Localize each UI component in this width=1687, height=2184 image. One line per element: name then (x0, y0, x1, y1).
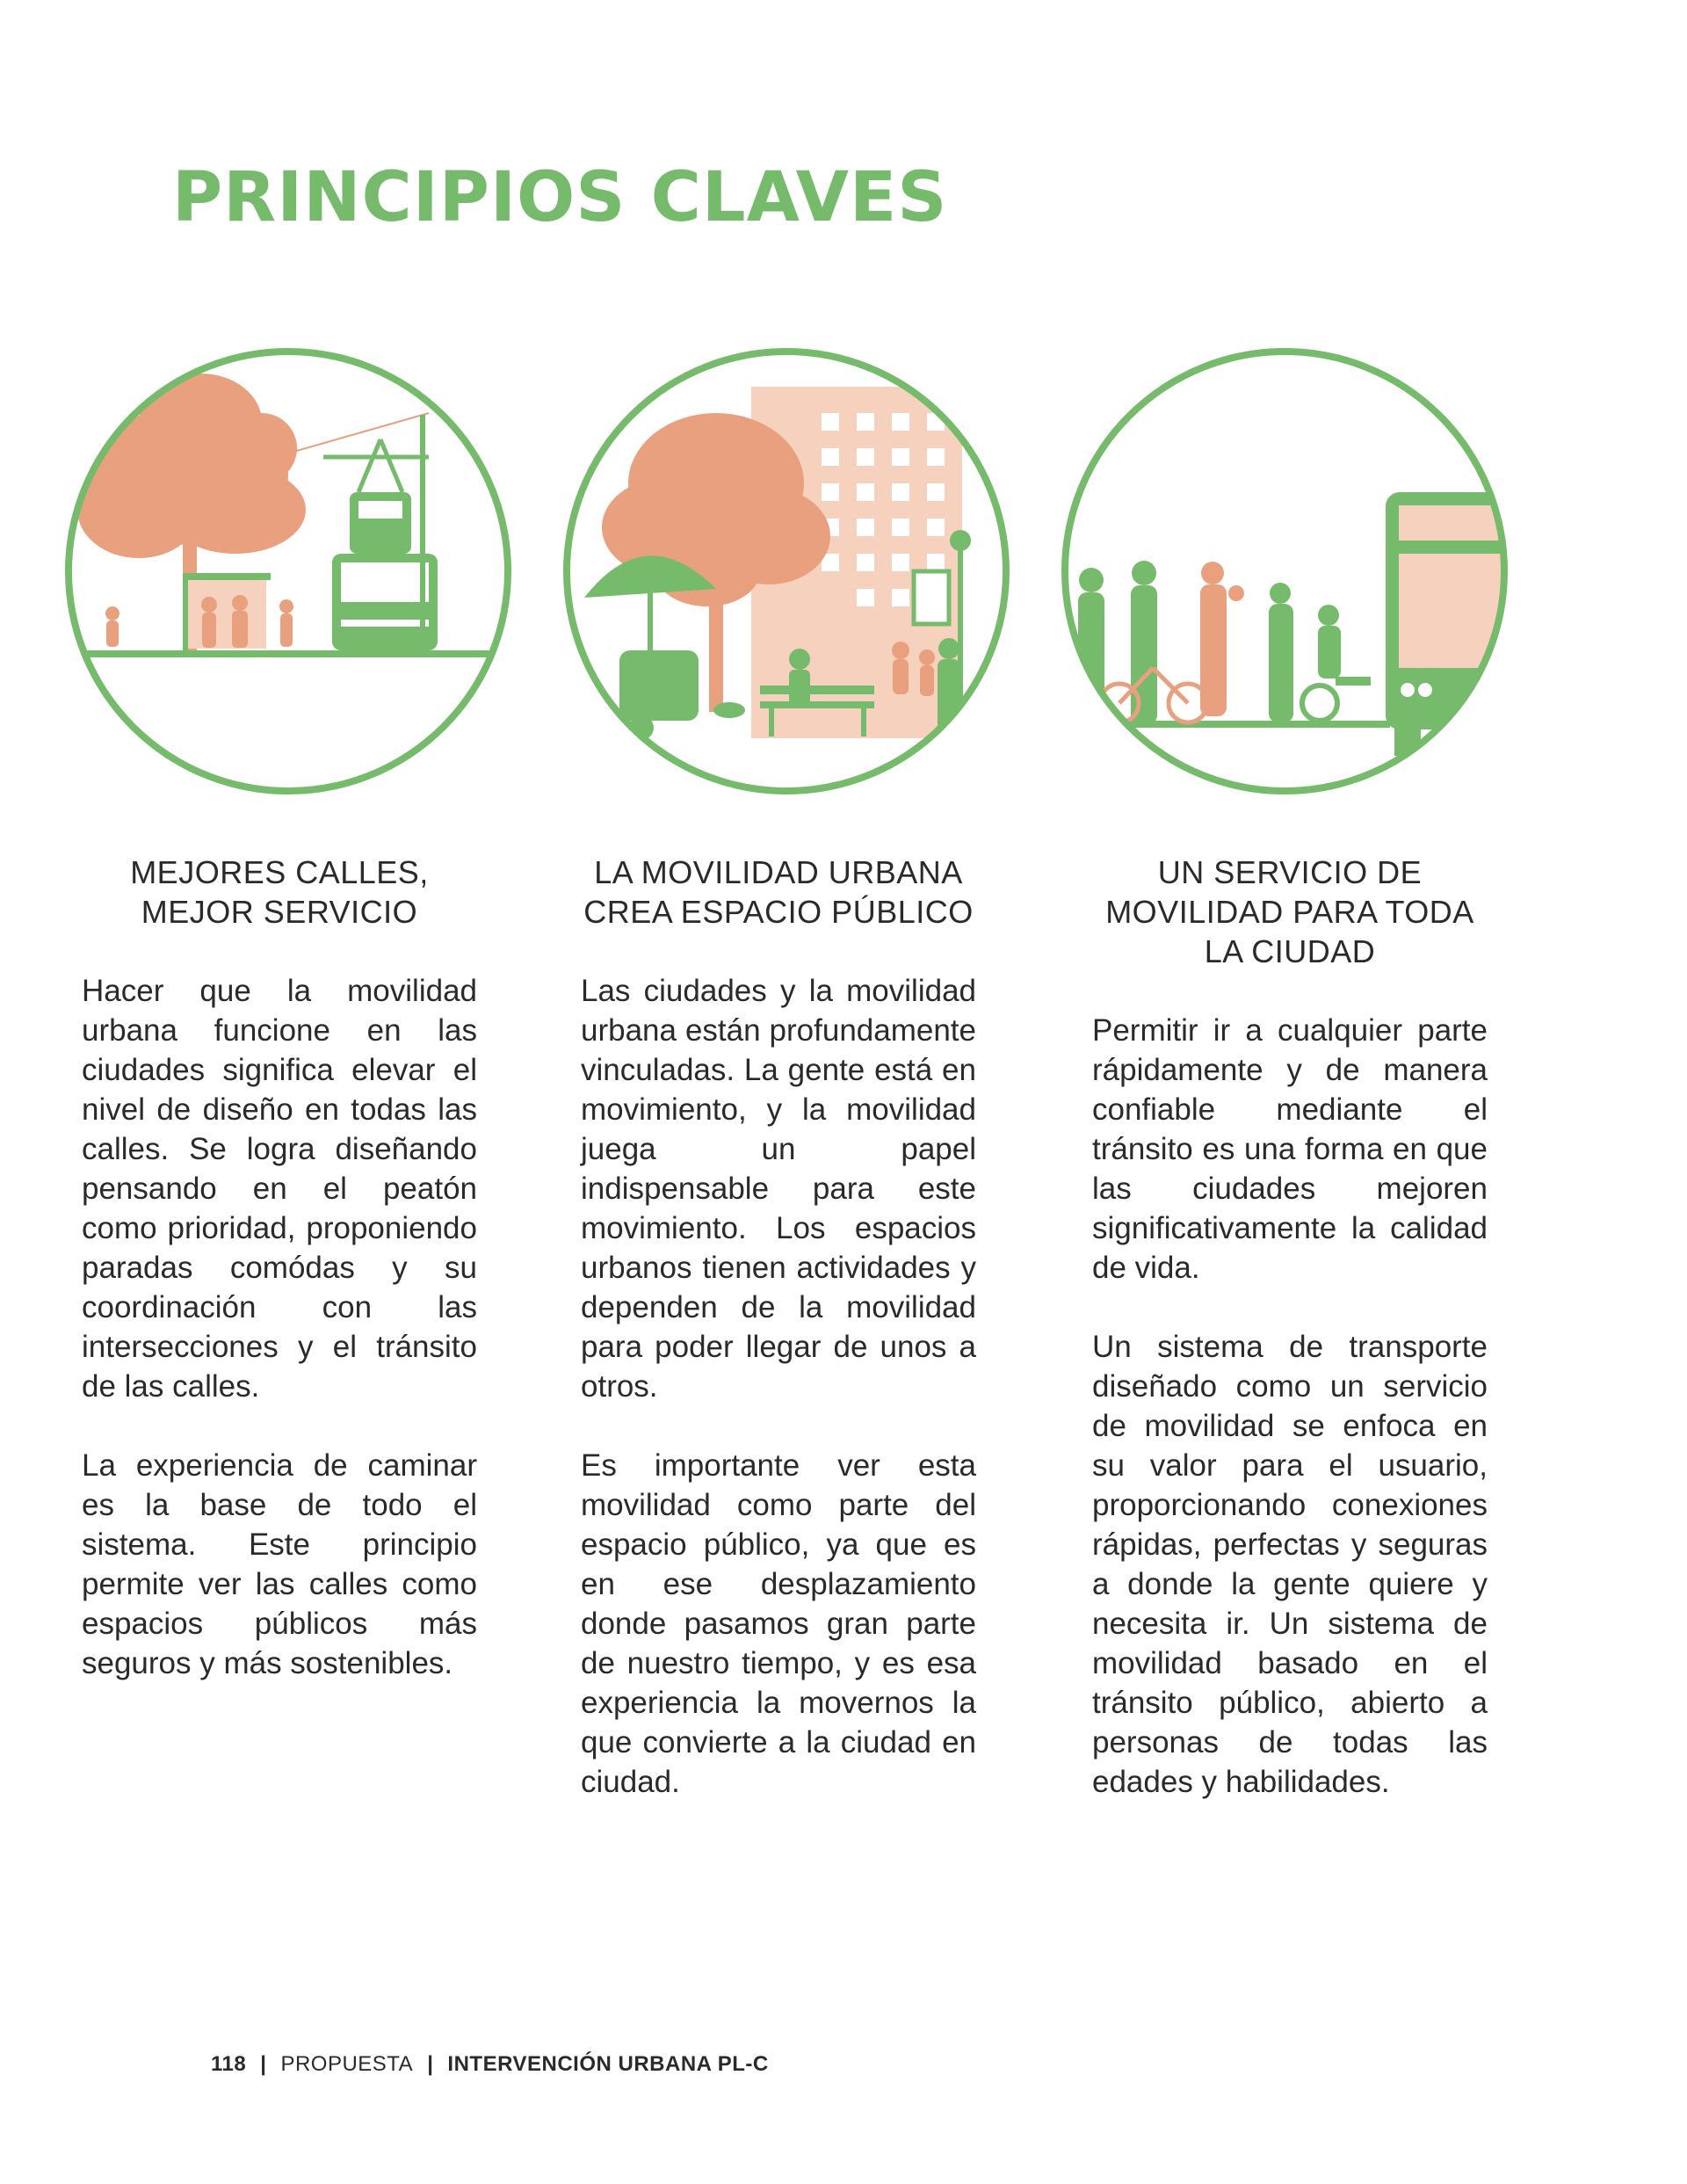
principle-paragraph: Es importante ver esta movilidad como parte del espacio público, ya que es en ese desplazamiento donde pasamos gran parte de nuestro tiempo, y es esa experiencia la movernos la que convierte a la ciudad en ciudad. (581, 1448, 976, 1799)
principle-paragraph: Un sistema de transporte diseñado como un servicio de movilidad se enfoca en su valor para el usuario, proporcionando conexiones rápidas, perfectas y seguras a donde la gente quiere y necesita ir. Un sistema de movilidad basado en el tránsito público, abierto a personas de todas las edades y habilidades. (1092, 1330, 1488, 1799)
page-footer (211, 2052, 769, 2077)
principle-column-2 (581, 853, 976, 1802)
principle-paragraph: Hacer que la movilidad urbana funcione en las ciudades significa elevar el nivel de diseño en todas las calles. Se logra diseñando pensando en el peatón como prioridad, proponiendo paradas comódas y su coordinación con las intersecciones y el tránsito de las calles. (82, 974, 477, 1404)
footer-separator: | (427, 2052, 434, 2076)
page-title: PRINCIPIOS CLAVES (172, 158, 948, 237)
principle-column-3 (1092, 853, 1488, 1802)
people-bus-illustration (1056, 343, 1513, 800)
footer-separator: | (260, 2052, 267, 2076)
page-number: 118 (211, 2052, 247, 2076)
principle-heading: MEJORES CALLES, MEJOR SERVICIO (130, 854, 429, 930)
public-space-illustration (558, 343, 1015, 800)
street-tram-illustration (60, 343, 517, 800)
principle-heading: LA MOVILIDAD URBANA CREA ESPACIO PÚBLICO (583, 854, 974, 930)
principle-paragraph: Permitir ir a cualquier parte rápidamente y de manera confiable mediante el tránsito es una forma en que las ciudades mejoren significativamente la calidad de vida. (1092, 1013, 1488, 1285)
footer-section: PROPUESTA (280, 2052, 414, 2076)
principle-paragraph: Las ciudades y la movilidad urbana están profundamente vinculadas. La gente está en movimiento, y la movilidad juega un papel indispensable para este movimiento. Los espacios urbanos tienen actividades y dependen de la movilidad para poder llegar de unos a otros. (581, 974, 976, 1404)
principle-column-1 (82, 853, 477, 1683)
footer-document: INTERVENCIÓN URBANA PL-C (447, 2052, 769, 2076)
principle-heading: UN SERVICIO DE MOVILIDAD PARA TODA LA CIUDAD (1105, 854, 1474, 969)
principle-paragraph: La experiencia de caminar es la base de todo el sistema. Este principio permite ver las calles como espacios públicos más seguros y más sostenibles. (82, 1448, 477, 1680)
